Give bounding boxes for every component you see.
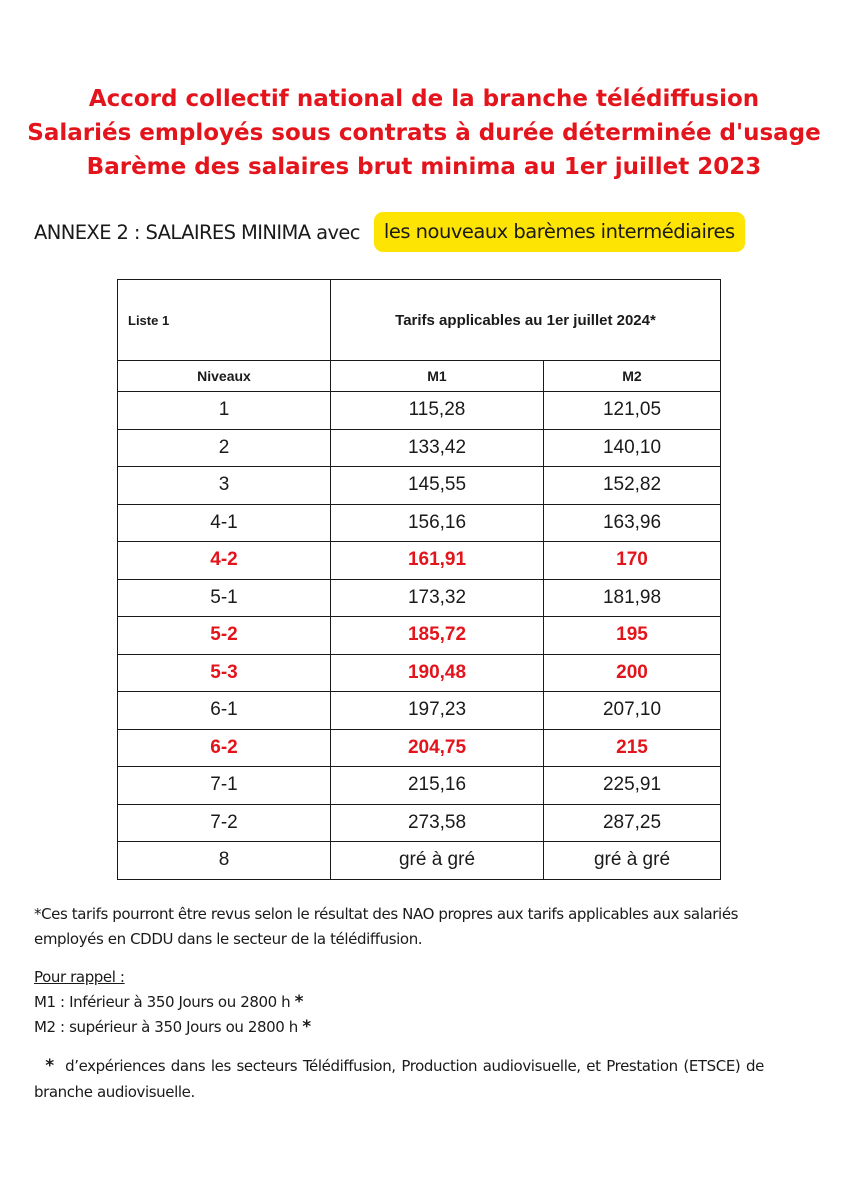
cell-m1: 156,16 xyxy=(331,504,544,542)
table-row xyxy=(118,767,721,805)
column-header-m2: M2 xyxy=(544,361,721,392)
cell-m1: 215,16 xyxy=(331,767,544,805)
cell-niveau: 6-2 xyxy=(118,729,331,767)
cell-niveau: 5-3 xyxy=(118,654,331,692)
cell-niveau: 1 xyxy=(118,392,331,430)
annex-label: ANNEXE 2 : SALAIRES MINIMA avec xyxy=(34,220,360,244)
column-header-m1: M1 xyxy=(331,361,544,392)
m2-definition: M2 : supérieur à 350 Jours ou 2800 h xyxy=(34,1018,298,1036)
cell-m2: 121,05 xyxy=(544,392,721,430)
cell-m1: 161,91 xyxy=(331,542,544,580)
cell-niveau: 3 xyxy=(118,467,331,505)
experience-note xyxy=(34,1053,764,1105)
cell-m1: 115,28 xyxy=(331,392,544,430)
table-row xyxy=(118,654,721,692)
cell-m2: 163,96 xyxy=(544,504,721,542)
rappel-block xyxy=(34,965,764,1040)
title-line-1: Accord collectif national de la branche télédiffusion xyxy=(88,86,760,112)
table-row xyxy=(118,804,721,842)
cell-m2: 181,98 xyxy=(544,579,721,617)
cell-niveau: 7-2 xyxy=(118,804,331,842)
experience-text: d’expériences dans les secteurs Télédiffusion, Production audiovisuelle, et Prestation (ETSCE) de branche audiovisuelle. xyxy=(34,1057,764,1101)
cell-m2: 215 xyxy=(544,729,721,767)
document-title xyxy=(0,82,848,184)
cell-m1: 204,75 xyxy=(331,729,544,767)
title-line-3: Barème des salaires brut minima au 1er juillet 2023 xyxy=(86,154,762,180)
table-header-row xyxy=(118,280,721,361)
cell-niveau: 8 xyxy=(118,842,331,880)
table-row xyxy=(118,729,721,767)
column-header-row xyxy=(118,361,721,392)
cell-m2: 195 xyxy=(544,617,721,655)
cell-niveau: 2 xyxy=(118,429,331,467)
cell-m2: 170 xyxy=(544,542,721,580)
cell-m1: gré à gré xyxy=(331,842,544,880)
cell-niveau: 6-1 xyxy=(118,692,331,730)
table-row xyxy=(118,467,721,505)
cell-m2: gré à gré xyxy=(544,842,721,880)
title-line-2: Salariés employés sous contrats à durée déterminée d'usage xyxy=(27,120,821,146)
cell-m2: 225,91 xyxy=(544,767,721,805)
tarifs-label: Tarifs applicables au 1er juillet 2024* xyxy=(331,280,721,361)
table-row xyxy=(118,692,721,730)
cell-m1: 197,23 xyxy=(331,692,544,730)
table-row xyxy=(118,504,721,542)
asterisk-note: *Ces tarifs pourront être revus selon le résultat des NAO propres aux tarifs applicables aux salariés employés en CDDU dans le secteur de la télédiffusion. xyxy=(34,905,739,948)
annex-heading xyxy=(34,212,745,252)
table-row xyxy=(118,617,721,655)
cell-m2: 287,25 xyxy=(544,804,721,842)
cell-m1: 190,48 xyxy=(331,654,544,692)
cell-niveau: 5-2 xyxy=(118,617,331,655)
m2-star: * xyxy=(302,1017,311,1037)
list-label: Liste 1 xyxy=(118,280,331,361)
cell-niveau: 4-2 xyxy=(118,542,331,580)
salary-table xyxy=(117,279,721,880)
table-row xyxy=(118,842,721,880)
cell-niveau: 7-1 xyxy=(118,767,331,805)
experience-star: * xyxy=(45,1056,54,1076)
table-row xyxy=(118,429,721,467)
cell-m2: 200 xyxy=(544,654,721,692)
cell-m1: 173,32 xyxy=(331,579,544,617)
annex-highlight: les nouveaux barèmes intermédiaires xyxy=(374,212,745,252)
cell-niveau: 4-1 xyxy=(118,504,331,542)
cell-m1: 273,58 xyxy=(331,804,544,842)
table-row xyxy=(118,579,721,617)
cell-m1: 145,55 xyxy=(331,467,544,505)
table-row xyxy=(118,392,721,430)
m1-star: * xyxy=(294,992,304,1012)
cell-m2: 207,10 xyxy=(544,692,721,730)
cell-m2: 140,10 xyxy=(544,429,721,467)
rappel-title: Pour rappel : xyxy=(34,968,125,986)
table-row xyxy=(118,542,721,580)
cell-m1: 133,42 xyxy=(331,429,544,467)
cell-m1: 185,72 xyxy=(331,617,544,655)
cell-niveau: 5-1 xyxy=(118,579,331,617)
m1-definition: M1 : Inférieur à 350 Jours ou 2800 h xyxy=(34,993,291,1011)
cell-m2: 152,82 xyxy=(544,467,721,505)
column-header-niveaux: Niveaux xyxy=(118,361,331,392)
